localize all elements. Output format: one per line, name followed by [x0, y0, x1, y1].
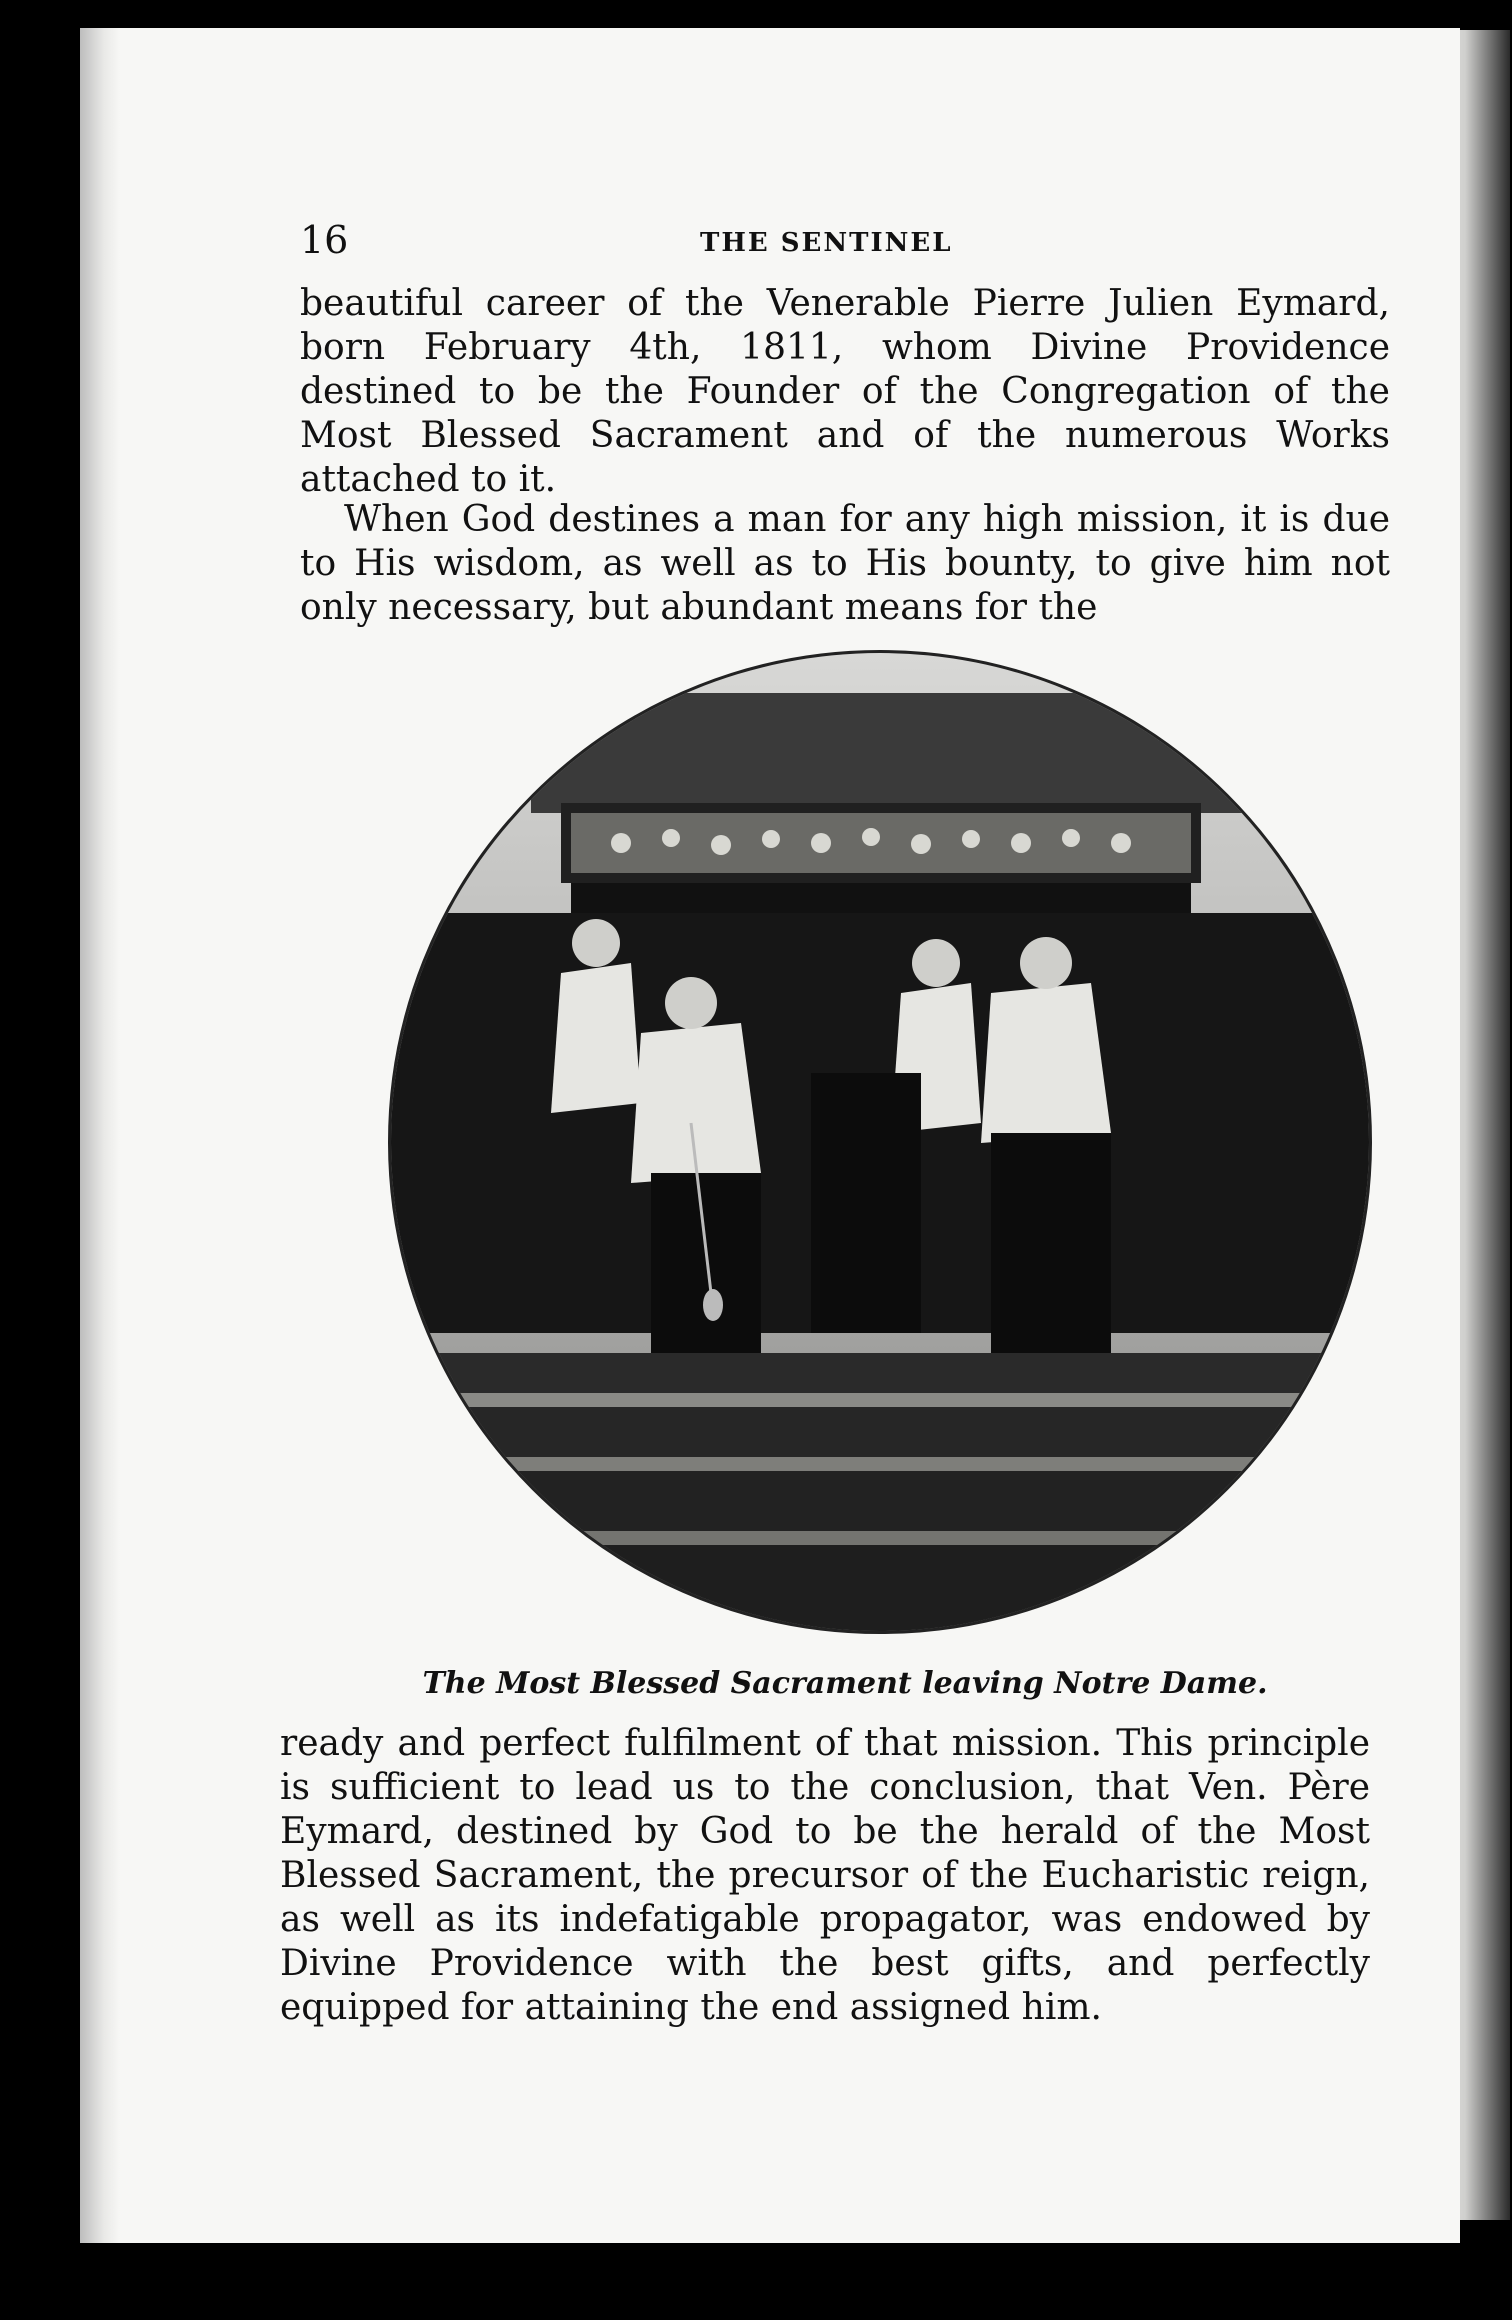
figure-caption: The Most Blessed Sacrament leaving Notre Dame. — [422, 1666, 1268, 1701]
paragraph-2: When God destines a man for any high mission, it is due to His wisdom, as well as to His bounty, to give him not only necessary, but abundant means for the — [300, 499, 1390, 628]
running-head: THE SENTINEL — [700, 228, 953, 258]
paragraph-1: beautiful career of the Venerable Pierre Julien Eymard, born February 4th, 1811, whom Divine Providence destined to be the Founder of the Congregation of the Most Blessed Sacrament and of the numerous Works attached to it. — [300, 283, 1390, 500]
page-header — [300, 218, 1390, 268]
procession-photo-illustration — [391, 653, 1369, 1631]
page-number: 16 — [300, 218, 349, 262]
binding-shadow — [80, 28, 120, 2243]
procession-photo — [388, 650, 1372, 1634]
paragraph-3: ready and perfect fulfilment of that mission. This principle is sufficient to lead us to the conclusion, that Ven. Père Eymard, destined by God to be the herald of the Most Blessed Sacrament, the precursor of the Eucharistic reign, as well as its indefatigable propagator, was endowed by Divine Providence with the best gifts, and perfectly equipped for attaining the end assigned him. — [280, 1723, 1370, 2028]
